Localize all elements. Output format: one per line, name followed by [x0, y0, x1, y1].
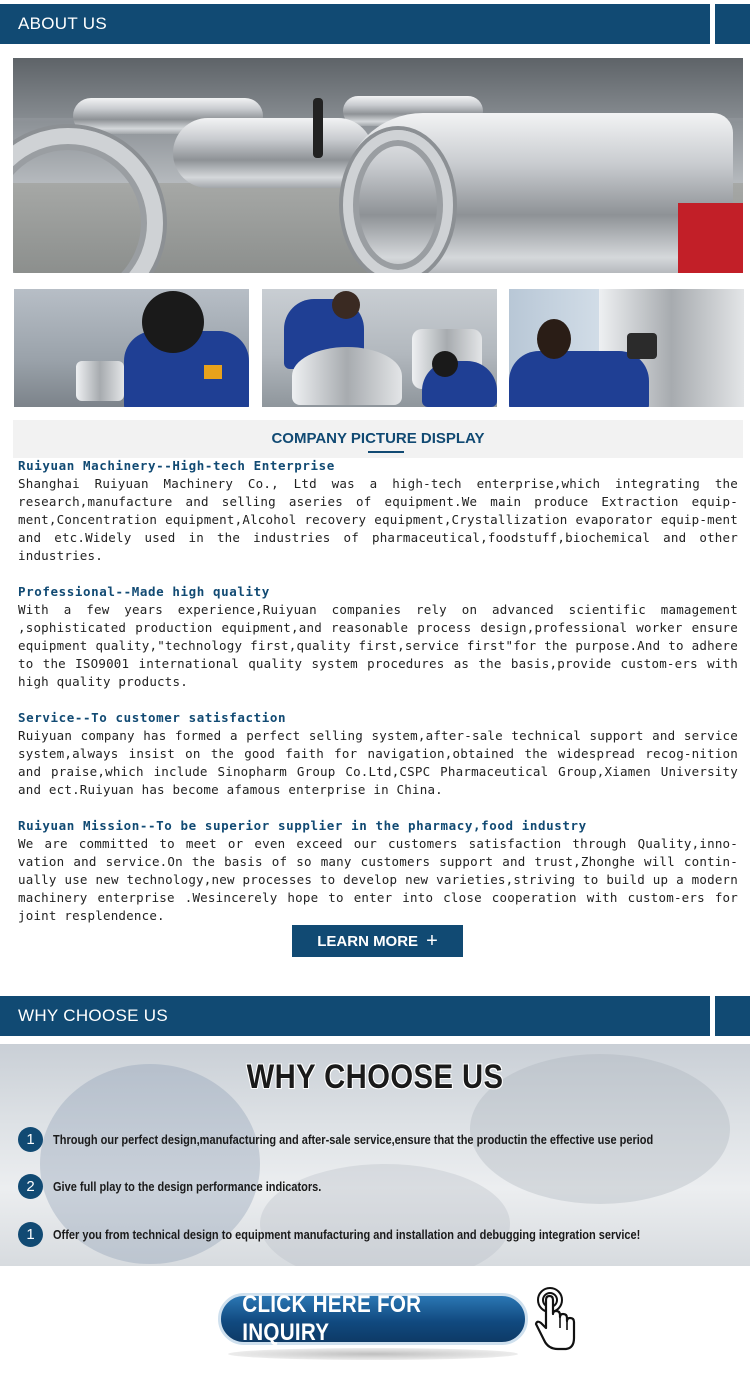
number-badge: 2 — [18, 1174, 43, 1199]
why-choose-us-panel — [0, 1044, 750, 1266]
why-item-text: Offer you from technical design to equipment manufacturing and installation and debugging integration service! — [53, 1227, 641, 1242]
number-badge: 1 — [18, 1127, 43, 1152]
why-choose-us-heading: WHY CHOOSE US — [246, 1058, 504, 1096]
why-choose-us-header-bar — [0, 996, 750, 1036]
thumbnail-welding — [14, 289, 249, 407]
why-choose-us-bar-title: WHY CHOOSE US — [18, 1006, 168, 1025]
why-item — [18, 1127, 735, 1152]
worker-head — [332, 291, 360, 319]
number-badge: 1 — [18, 1222, 43, 1247]
header-bar-tail — [715, 4, 750, 44]
drill-tool — [627, 333, 657, 359]
thumbnail-drilling — [509, 289, 744, 407]
display-underline — [368, 451, 404, 453]
header-bar-tail — [715, 996, 750, 1036]
worker-figure — [509, 351, 649, 407]
steel-part — [76, 361, 124, 401]
learn-more-label: LEARN MORE — [317, 932, 419, 950]
steel-vessel — [292, 347, 402, 405]
inquiry-button-shadow — [228, 1348, 518, 1360]
about-us-title: ABOUT US — [18, 14, 107, 33]
section-title: Service--To customer satisfaction — [18, 710, 287, 725]
thumbnail-assembly — [262, 289, 497, 407]
plus-icon: + — [426, 930, 438, 952]
welding-mask — [142, 291, 204, 353]
worker-head — [432, 351, 458, 377]
why-item — [18, 1174, 358, 1199]
inquiry-button[interactable] — [218, 1293, 528, 1345]
worker-head — [537, 319, 571, 359]
hero-red-cart — [678, 203, 743, 273]
logo-patch — [204, 365, 222, 379]
hero-tank — [173, 118, 373, 188]
hero-ring — [13, 128, 163, 273]
hero-worker — [313, 98, 323, 158]
company-picture-display-band — [13, 420, 743, 458]
why-item — [18, 1222, 720, 1247]
why-item-text: Give full play to the design performance indicators. — [53, 1179, 322, 1194]
about-us-header-bar — [0, 4, 750, 44]
section-title: Professional--Made high quality — [18, 584, 270, 599]
section-body: Ruiyuan company has formed a perfect selling system,after-sale technical support and service system,always insist on the good faith for navigation,obtained the widespread recog-nition and praise,which include Sinopharm Group Co.Ltd,CSPC Pharmaceutical Group,Xiamen University and ect.Ruiyuan has become afamous enterprise in China. — [18, 728, 738, 797]
section-body: With a few years experience,Ruiyuan companies rely on advanced scientific mamagement ,sophisticated production equipment,and reasonable process design,professional worker ensure equipment quality,"technology first,quality first,service first"for the purpose.And to adhere to the ISO9001 international quality system procedures as the basis,provide custom-ers with high quality products. — [18, 602, 738, 689]
hero-tank-flange — [343, 130, 453, 273]
learn-more-button[interactable] — [292, 925, 463, 957]
factory-hero-image — [13, 58, 743, 273]
section-body: Shanghai Ruiyuan Machinery Co., Ltd was a high-tech enterprise,which integrating the research,manufacture and selling aseries of equipment.We main produce Extraction equip-ment,Concentration equipment,Alcohol recovery equipment,Crystallization evaporator equip-ment and etc.Widely used in the industries of pharmaceutical,foodstuff,biochemical and other industries. — [18, 476, 738, 563]
inquiry-button-label: CLICK HERE FOR INQUIRY — [242, 1291, 422, 1346]
pointing-hand-icon[interactable] — [532, 1286, 578, 1354]
section-title: Ruiyuan Mission--To be superior supplier in the pharmacy,food industry — [18, 818, 587, 833]
company-picture-display-label: COMPANY PICTURE DISPLAY — [271, 430, 485, 447]
why-item-text: Through our perfect design,manufacturing and after-sale service,ensure that the productin the effective use period — [53, 1132, 654, 1147]
section-body: We are committed to meet or even exceed our customers satisfaction through Quality,inno-vation and service.On the basis of so many customers support and trust,Zhonghe will contin-ually use new technology,new processes to develop new varieties,striving to build up a modern machinery enterprise .Wesincerely hope to enter into close cooperation with custom-ers for joint resplendence. — [18, 836, 738, 923]
section-title: Ruiyuan Machinery--High-tech Enterprise — [18, 458, 335, 473]
